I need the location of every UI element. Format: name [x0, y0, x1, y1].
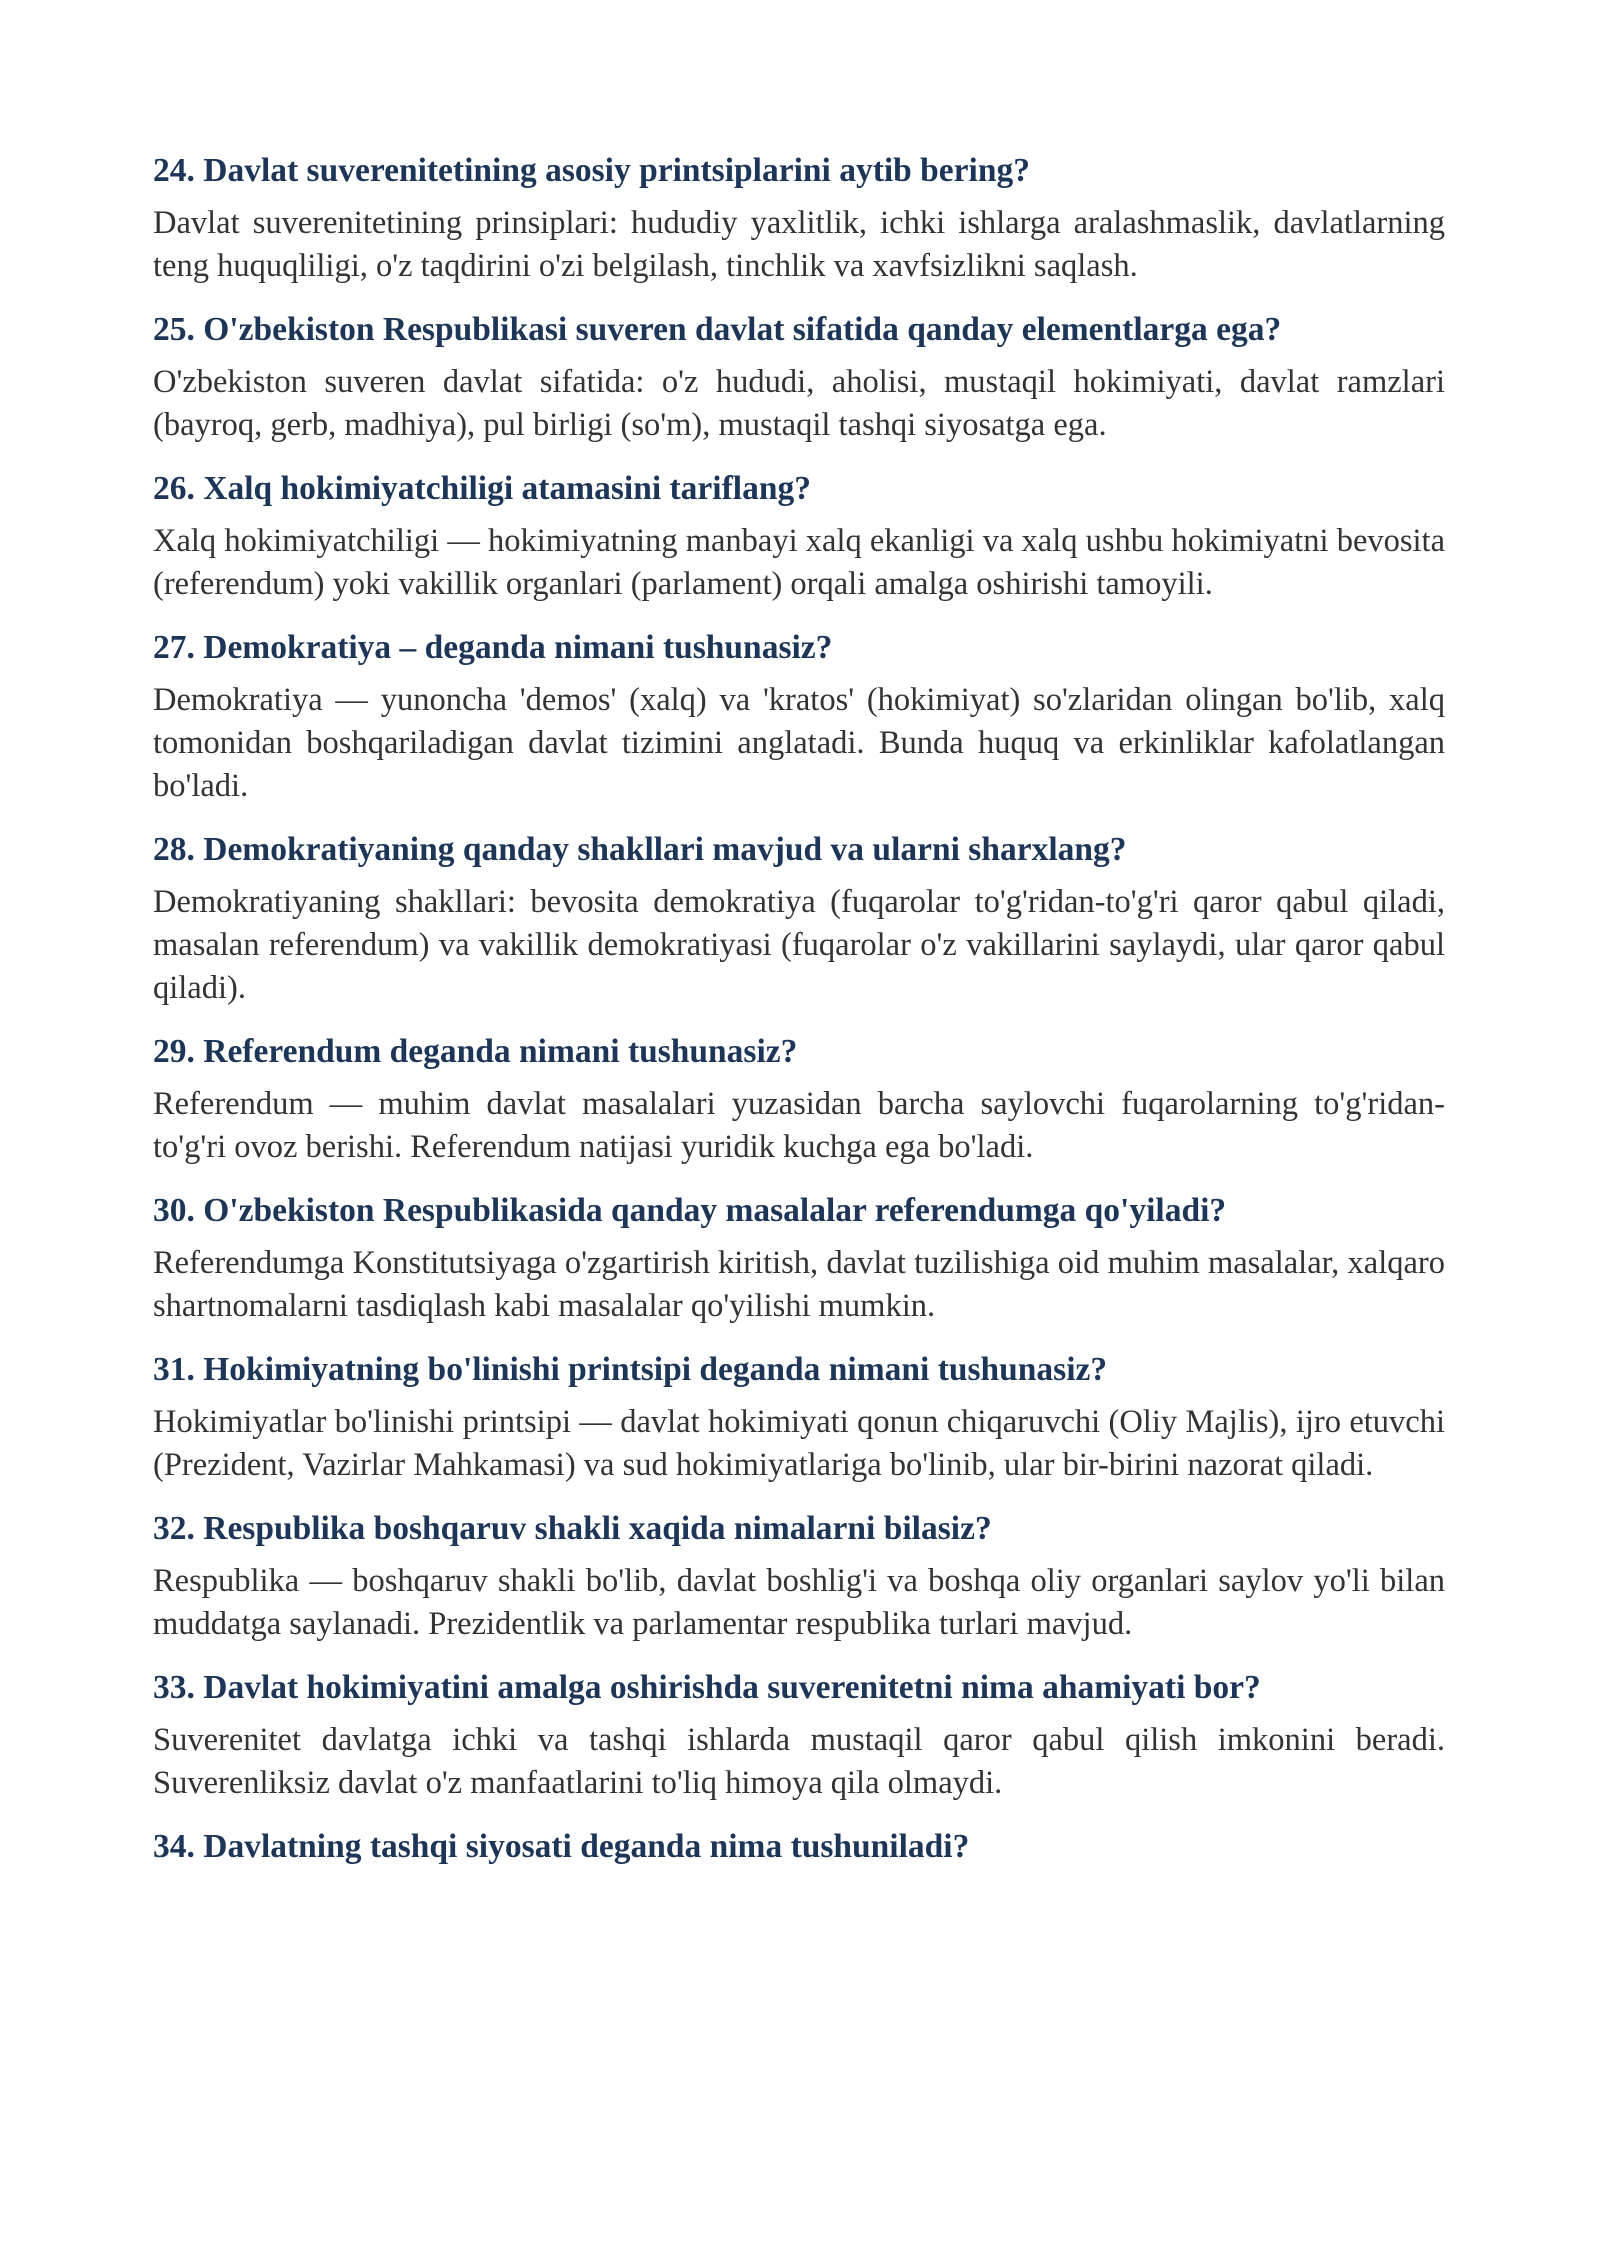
question-heading: 28. Demokratiyaning qanday shakllari mavjud va ularni sharxlang?: [153, 831, 1127, 868]
answer-paragraph: Referendumga Konstitutsiyaga o'zgartirish kiritish, davlat tuzilishiga oid muhim masalalar, xalqaro shartnomalarni tasdiqlash kabi masalalar qo'yilishi mumkin.: [153, 1245, 1445, 1324]
question-heading: 30. O'zbekiston Respublikasida qanday masalalar referendumga qo'yiladi?: [153, 1192, 1227, 1229]
qa-item-27: [153, 627, 1445, 808]
question-heading: 25. O'zbekiston Respublikasi suveren davlat sifatida qanday elementlarga ega?: [153, 311, 1282, 348]
qa-item-26: [153, 468, 1445, 606]
answer-paragraph: Hokimiyatlar bo'linishi printsipi — davlat hokimiyati qonun chiqaruvchi (Oliy Majlis), ijro etuvchi (Prezident, Vazirlar Mahkamasi) va sud hokimiyatlariga bo'linib, ular bir-birini nazorat qiladi.: [153, 1404, 1445, 1483]
qa-item-31: [153, 1349, 1445, 1487]
qa-item-33: [153, 1667, 1445, 1805]
question-heading: 26. Xalq hokimiyatchiligi atamasini tariflang?: [153, 470, 811, 507]
question-heading: 31. Hokimiyatning bo'linishi printsipi deganda nimani tushunasiz?: [153, 1351, 1108, 1388]
qa-item-32: [153, 1508, 1445, 1646]
answer-paragraph: Xalq hokimiyatchiligi — hokimiyatning manbayi xalq ekanligi va xalq ushbu hokimiyatni bevosita (referendum) yoki vakillik organlari (parlament) orqali amalga oshirishi tamoyili.: [153, 523, 1445, 602]
document-page: [153, 150, 1445, 1889]
answer-paragraph: Demokratiya — yunoncha 'demos' (xalq) va 'kratos' (hokimiyat) so'zlaridan olingan bo'lib, xalq tomonidan boshqariladigan davlat tizimini anglatadi. Bunda huquq va erkinliklar kafolatlangan bo'ladi.: [153, 682, 1445, 804]
question-heading: 33. Davlat hokimiyatini amalga oshirishda suverenitetni nima ahamiyati bor?: [153, 1669, 1261, 1706]
question-heading: 24. Davlat suverenitetining asosiy printsiplarini aytib bering?: [153, 152, 1030, 189]
answer-paragraph: Respublika — boshqaruv shakli bo'lib, davlat boshlig'i va boshqa oliy organlari saylov yo'li bilan muddatga saylanadi. Prezidentlik va parlamentar respublika turlari mavjud.: [153, 1563, 1445, 1642]
qa-item-30: [153, 1190, 1445, 1328]
qa-item-29: [153, 1031, 1445, 1169]
question-heading: 27. Demokratiya – deganda nimani tushunasiz?: [153, 629, 833, 666]
qa-item-34: [153, 1826, 1445, 1868]
answer-paragraph: Referendum — muhim davlat masalalari yuzasidan barcha saylovchi fuqarolarning to'g'ridan-to'g'ri ovoz berishi. Referendum natijasi yuridik kuchga ega bo'ladi.: [153, 1086, 1445, 1165]
question-heading: 32. Respublika boshqaruv shakli xaqida nimalarni bilasiz?: [153, 1510, 992, 1547]
answer-paragraph: Davlat suverenitetining prinsiplari: hududiy yaxlitlik, ichki ishlarga aralashmaslik, davlatlarning teng huquqliligi, o'z taqdirini o'zi belgilash, tinchlik va xavfsizlikni saqlash.: [153, 205, 1445, 284]
qa-item-28: [153, 829, 1445, 1010]
qa-item-24: [153, 150, 1445, 288]
question-heading: 34. Davlatning tashqi siyosati deganda nima tushuniladi?: [153, 1828, 970, 1865]
answer-paragraph: O'zbekiston suveren davlat sifatida: o'z hududi, aholisi, mustaqil hokimiyati, davlat ramzlari (bayroq, gerb, madhiya), pul birligi (so'm), mustaqil tashqi siyosatga ega.: [153, 364, 1445, 443]
answer-paragraph: Demokratiyaning shakllari: bevosita demokratiya (fuqarolar to'g'ridan-to'g'ri qaror qabul qiladi, masalan referendum) va vakillik demokratiyasi (fuqarolar o'z vakillarini saylaydi, ular qaror qabul qiladi).: [153, 884, 1445, 1006]
question-heading: 29. Referendum deganda nimani tushunasiz?: [153, 1033, 798, 1070]
qa-item-25: [153, 309, 1445, 447]
answer-paragraph: Suverenitet davlatga ichki va tashqi ishlarda mustaqil qaror qabul qilish imkonini beradi. Suverenliksiz davlat o'z manfaatlarini to'liq himoya qila olmaydi.: [153, 1722, 1445, 1801]
